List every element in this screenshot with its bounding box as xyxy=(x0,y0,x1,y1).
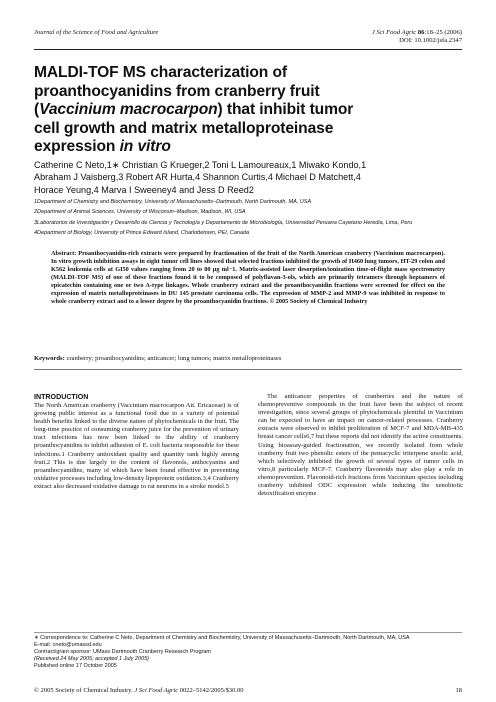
title-line: cell growth and matrix metalloproteinase xyxy=(34,119,334,137)
intro-paragraph-2: The anticancer properties of cranberries and the nature of chemopreventive compounds in the fruit have been the subject of recent investigation, since several groups of phytochemicals plentiful in Vaccinium can be expected to have an impact on cancer-related processes. Cranberry extracts were observed to inhibit proliferation of MCF-7 and MDA-MB-435 breast cancer cells6,7 but these reports did not identify the active constituents. Using bioassay-guided fractionation, we recently isolated from whole cranberry fruit two phenolic esters of the pentacyclic triterpene ursolic acid, which selectively inhibited the growth of several types of tumor cells in vitro,8 particularly MCF-7. Cranberry flavonoids may also play a role in chemoprevention. Flavonoid-rich fractions from Vaccinium species including cranberry inhibited ODC expression while inducing the xenobiotic detoxification enzyme xyxy=(258,393,463,498)
page-footer xyxy=(34,687,462,694)
keywords xyxy=(34,355,281,362)
left-column xyxy=(34,393,239,491)
affiliation-item: 2Department of Animal Sciences, University of Wisconsin–Madison, Madison, WI, USA xyxy=(34,209,246,216)
footnotes xyxy=(34,635,462,670)
doi: DOI: 10.1002/jsfa.2347 xyxy=(399,37,462,44)
section-heading: INTRODUCTION xyxy=(34,393,89,401)
citation-pages: :18–25 (2006) xyxy=(424,29,462,36)
affiliation-item: 3Laboratorios de Investigación y Desarrollo de Ciencia y Tecnología y Departamento de Microbiología, Universidad Peruana Cayetano Heredia, Lima, Peru xyxy=(34,219,413,226)
citation-journal: J Sci Food Agric xyxy=(371,29,417,36)
email-note: E-mail: cneto@umassd.edu xyxy=(34,641,102,648)
page-number: 18 xyxy=(455,687,462,694)
keywords-label: Keywords: xyxy=(34,355,65,362)
title-line xyxy=(34,138,464,157)
intro-paragraph-1: The North American cranberry (Vaccinium macrocarpon Ait. Ericaceae) is of growing public interest as a functional food due to a variety of potential health benefits linked to the diverse nature of phytochemicals in the fruit. The long-time practice of consuming cranberry juice for the prevention of urinary tract infections has now been linked to the ability of cranberry proanthocyanidins to inhibit adhesion of E. coli bacteria responsible for these infections.1 Cranberry antioxidant quality and quantity rank highly among fruit.2 This is due largely to the content of flavonols, anthocyanins and proanthocyanidins, many of which have been found effective in preventing oxidative processes including low-density lipoprotein oxidation.3,4 Cranberry extract also decreased oxidative damage to rat neurons in a stroke model.5 xyxy=(34,402,239,490)
received-note: (Received 24 May 2005; accepted 1 July 2005) xyxy=(34,655,149,662)
title-rest: ) that inhibit tumor xyxy=(217,101,354,118)
author-list xyxy=(34,159,464,196)
title-species: Vaccinium macrocarpon xyxy=(39,101,218,118)
title-main: expression xyxy=(34,138,120,155)
correspondence-note: ∗ Correspondence to: Catherine C Neto, Department of Chemistry and Biochemistry, University of Massachusetts–Dartmouth, North Dartmouth, MA, USA xyxy=(34,635,410,641)
footer-copyright: © 2005 Society of Chemical Industry. xyxy=(34,687,135,694)
citation-block xyxy=(372,29,462,45)
article-title xyxy=(34,64,464,157)
abstract-copyright: © 2005 Society of Chemical Industry xyxy=(269,298,368,306)
title-paren: ( xyxy=(34,101,40,118)
abstract-label: Abstract: xyxy=(51,250,77,257)
affiliation-item: 4Department of Biology, University of Prince Edward Island, Charlottetown, PEI, Canada xyxy=(34,229,250,236)
affiliation-item: 1Department of Chemistry and Biochemistry, University of Massachusetts–Dartmouth, North Dartmouth, MA, USA xyxy=(34,199,312,205)
right-column xyxy=(258,393,463,498)
footer-journal: J Sci Food Agric xyxy=(134,687,179,694)
abstract xyxy=(51,250,445,306)
abstract-text: Proanthocyanidin-rich extracts were prepared by fractionation of the fruit of the North American cranberry (Vaccinium macrocarpon). In vitro growth inhibition assays in eight tumor cell lines showed that selected fractions inhibited the growth of H460 lung tumors, HT-29 colon and K562 leukemia cells at GI50 values ranging from 20 to 80 µg ml−1. Matrix-assisted laser desorption/ionization time-of-flight mass spectrometry (MALDI-TOF MS) of one of these fractions found it to be composed of polyflavan-3-ols, which are primarily tetramers through heptamers of epicatechin containing one or two A-type linkages. Whole cranberry extract and the proanthocyanidin fractions were screened for effect on the expression of matrix metalloproteinases in DU 145 prostate carcinoma cells. The expression of MMP-2 and MMP-9 was inhibited in response to whole cranberry extract and to a lesser degree by the proanthocyanidin fractions. xyxy=(51,250,445,306)
title-italic: in vitro xyxy=(119,138,171,155)
section-divider xyxy=(34,369,462,370)
citation-volume: 86 xyxy=(417,29,425,36)
author-line: Horace Yeung,4 Marva I Sweeney4 and Jess D Reed2 xyxy=(34,184,254,195)
grant-note: Contract/grant sponsor: UMass Dartmouth Cranberry Research Program xyxy=(34,648,211,655)
title-line: MALDI-TOF MS characterization of xyxy=(34,64,287,81)
journal-name: Journal of the Science of Food and Agriculture xyxy=(34,29,159,36)
header-divider xyxy=(34,49,462,50)
author-line: Abraham J Vaisberg,3 Robert AR Hurta,4 Shannon Curtis,4 Michael D Matchett,4 xyxy=(34,172,361,183)
footnote-divider xyxy=(34,632,462,633)
published-note: Published online 17 October 2005 xyxy=(34,662,117,669)
footer-issn: 0022–5142/2005/$30.00 xyxy=(178,687,244,694)
title-line xyxy=(34,101,464,120)
title-line: proanthocyanidins from cranberry fruit xyxy=(34,82,320,100)
affiliations xyxy=(34,199,464,240)
keywords-text: cranberry; proanthocyanidins; anticancer; lung tumors; matrix metalloproteinases xyxy=(66,355,282,362)
author-line: Catherine C Neto,1∗ Christian G Krueger,2 Toni L Lamoureaux,1 Miwako Kondo,1 xyxy=(34,160,367,170)
